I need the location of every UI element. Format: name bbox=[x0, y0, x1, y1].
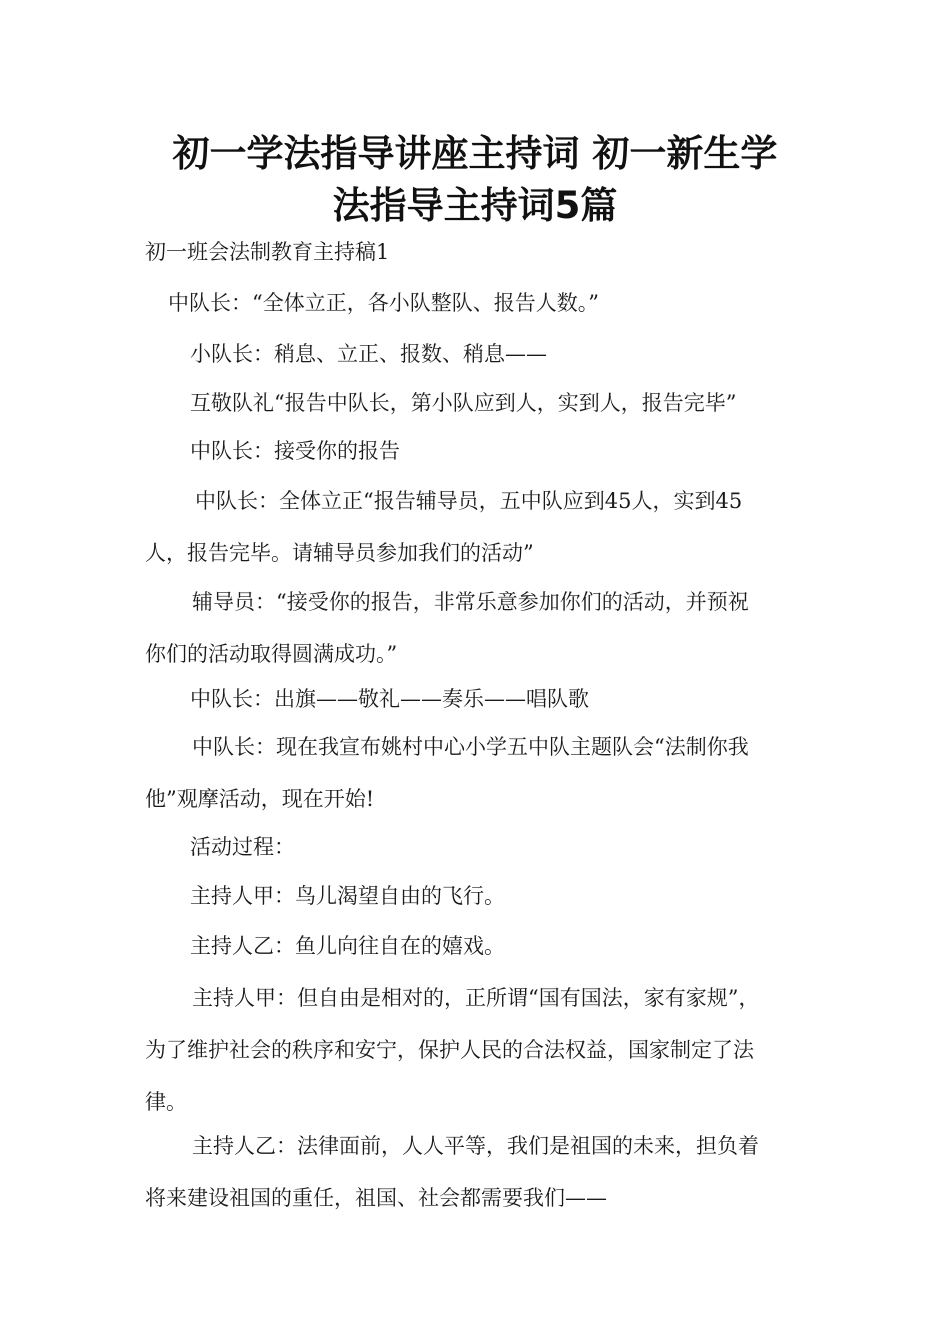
paragraph-line: 中队长：全体立正“报告辅导员，五中队应到45人，实到45 bbox=[195, 489, 743, 513]
paragraph-line: 为了维护社会的秩序和安宁，保护人民的合法权益，国家制定了法 bbox=[145, 1038, 754, 1062]
paragraph-line: 你们的活动取得圆满成功。” bbox=[145, 642, 398, 666]
paragraph bbox=[145, 576, 805, 680]
paragraph-line: 中队长：出旗——敬礼——奏乐——唱队歌 bbox=[190, 687, 589, 711]
paragraph bbox=[145, 972, 805, 1128]
paragraph-line: 中队长：接受你的报告 bbox=[190, 439, 400, 463]
title-line-1: 初一学法指导讲座主持词 初一新生学 bbox=[172, 132, 778, 175]
paragraph bbox=[168, 277, 828, 329]
paragraph-line: 律。 bbox=[145, 1090, 187, 1114]
paragraph-line: 互敬队礼“报告中队长，第小队应到人，实到人，报告完毕” bbox=[190, 391, 737, 415]
section-heading: 初一班会法制教育主持稿1 bbox=[145, 240, 390, 264]
paragraph-line: 主持人甲：鸟儿渴望自由的飞行。 bbox=[190, 884, 505, 908]
paragraph bbox=[145, 1120, 805, 1224]
paragraph-line: 主持人甲：但自由是相对的，正所谓“国有国法，家有家规”， bbox=[192, 986, 760, 1010]
paragraph bbox=[190, 870, 850, 922]
paragraph-line: 主持人乙：鱼儿向往自在的嬉戏。 bbox=[190, 934, 505, 958]
paragraph-line: 中队长：现在我宣布姚村中心小学五中队主题队会“法制你我 bbox=[192, 735, 749, 759]
paragraph bbox=[190, 920, 850, 972]
paragraph-line: 中队长：“全体立正，各小队整队、报告人数。” bbox=[168, 291, 599, 315]
paragraph bbox=[190, 425, 850, 477]
paragraph bbox=[190, 328, 850, 380]
paragraph-line: 将来建设祖国的重任，祖国、社会都需要我们—— bbox=[145, 1186, 607, 1210]
paragraph bbox=[190, 821, 850, 873]
paragraph bbox=[190, 673, 850, 725]
document-title bbox=[0, 128, 950, 232]
title-line-2: 法指导主持词5篇 bbox=[332, 184, 618, 227]
paragraph-line: 人，报告完毕。请辅导员参加我们的活动” bbox=[145, 541, 534, 565]
paragraph-line: 主持人乙：法律面前，人人平等，我们是祖国的未来，担负着 bbox=[192, 1134, 759, 1158]
paragraph bbox=[145, 721, 805, 825]
paragraph-line: 他”观摩活动，现在开始! bbox=[145, 787, 375, 811]
paragraph-line: 活动过程： bbox=[190, 835, 295, 859]
paragraph bbox=[190, 377, 850, 429]
paragraph bbox=[145, 475, 805, 579]
paragraph-line: 辅导员：“接受你的报告，非常乐意参加你们的活动，并预祝 bbox=[192, 590, 749, 614]
paragraph-line: 小队长：稍息、立正、报数、稍息—— bbox=[190, 342, 547, 366]
